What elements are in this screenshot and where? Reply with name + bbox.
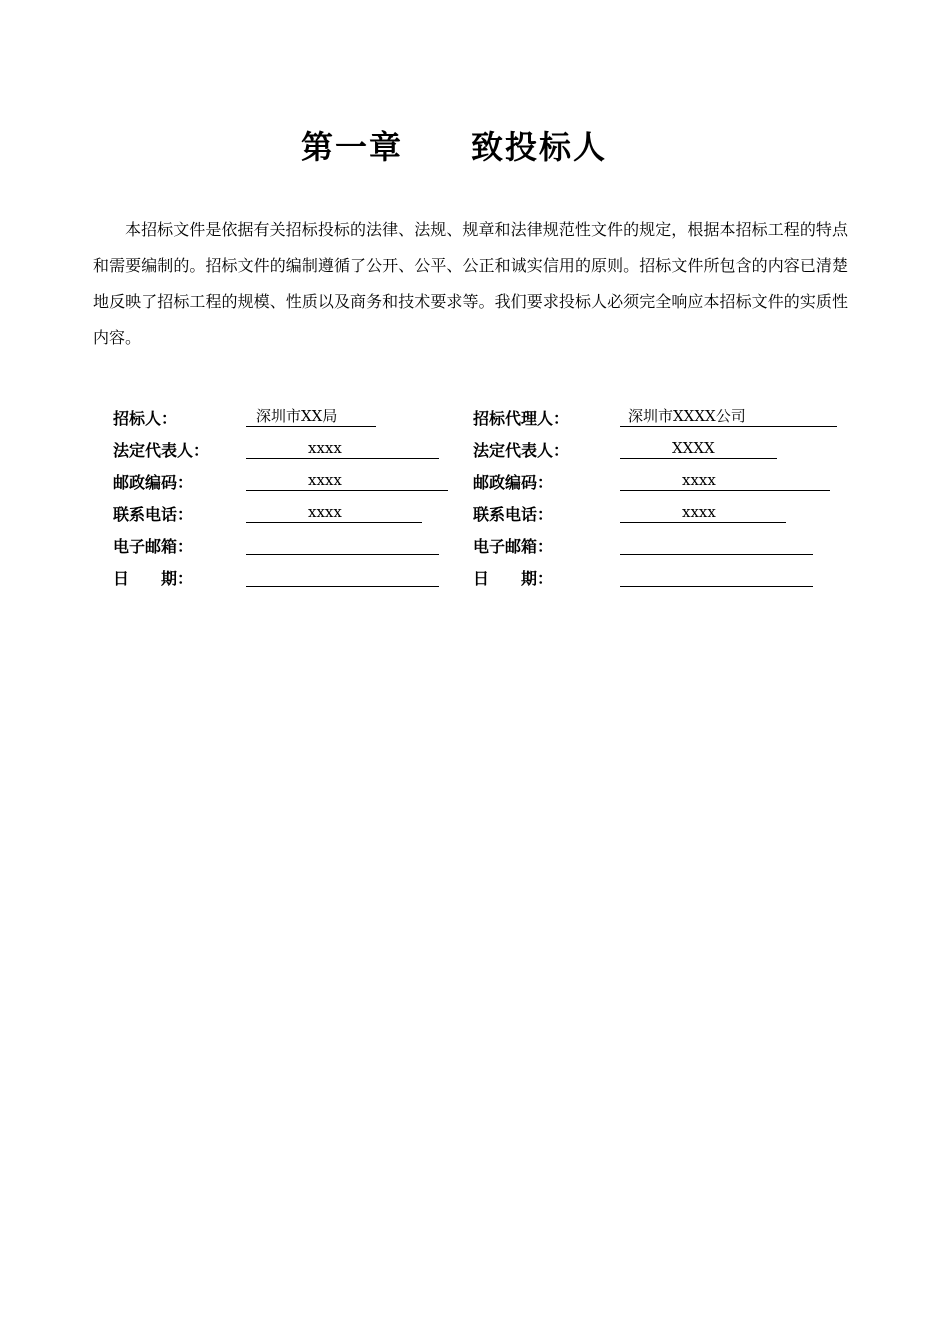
postal-code-field (246, 470, 448, 491)
phone-field (246, 502, 422, 523)
agent-legal-rep-value: XXXX (672, 439, 715, 457)
phone-value: xxxx (308, 503, 342, 521)
agent-postal-code-field (620, 470, 830, 491)
info-row (0, 496, 950, 528)
agent-field (620, 406, 837, 427)
legal-rep-field (246, 438, 439, 459)
info-row (0, 400, 950, 432)
agent-postal-code-value: xxxx (682, 471, 716, 489)
page-title: 第一章 致投标人 (300, 128, 607, 166)
agent-legal-rep-label: 法定代表人： (473, 441, 570, 460)
agent-email-label: 电子邮箱： (473, 537, 554, 556)
info-row (0, 432, 950, 464)
info-row (0, 528, 950, 560)
email-field (246, 534, 439, 555)
agent-postal-code-label: 邮政编码： (473, 473, 554, 492)
date-label: 日 期： (113, 569, 194, 588)
agent-date-label: 日 期： (473, 569, 554, 588)
agent-value: 深圳市XXXX公司 (628, 407, 746, 425)
agent-phone-label: 联系电话： (473, 505, 554, 524)
agent-email-field (620, 534, 813, 555)
postal-code-label: 邮政编码： (113, 473, 194, 492)
agent-phone-value: xxxx (682, 503, 716, 521)
legal-rep-label: 法定代表人： (113, 441, 210, 460)
postal-code-value: xxxx (308, 471, 342, 489)
agent-phone-field (620, 502, 786, 523)
intro-paragraph: 本招标文件是依据有关招标投标的法律、法规、规章和法律规范性文件的规定，根据本招标工程的特点和需要编制的。招标文件的编制遵循了公开、公平、公正和诚实信用的原则。招标文件所包含的内容已清楚地反映了招标工程的规模、性质以及商务和技术要求等。我们要求投标人必须完全响应本招标文件的实质性内容。 (93, 220, 848, 347)
agent-label: 招标代理人： (473, 409, 570, 428)
tenderer-label: 招标人： (113, 409, 178, 428)
phone-label: 联系电话： (113, 505, 194, 524)
agent-legal-rep-field (620, 438, 777, 459)
agent-date-field (620, 566, 813, 587)
tenderer-field (246, 406, 376, 427)
info-row (0, 464, 950, 496)
info-row (0, 560, 950, 592)
email-label: 电子邮箱： (113, 537, 194, 556)
legal-rep-value: xxxx (308, 439, 342, 457)
tenderer-value: 深圳市XX局 (256, 407, 338, 425)
date-field (246, 566, 439, 587)
